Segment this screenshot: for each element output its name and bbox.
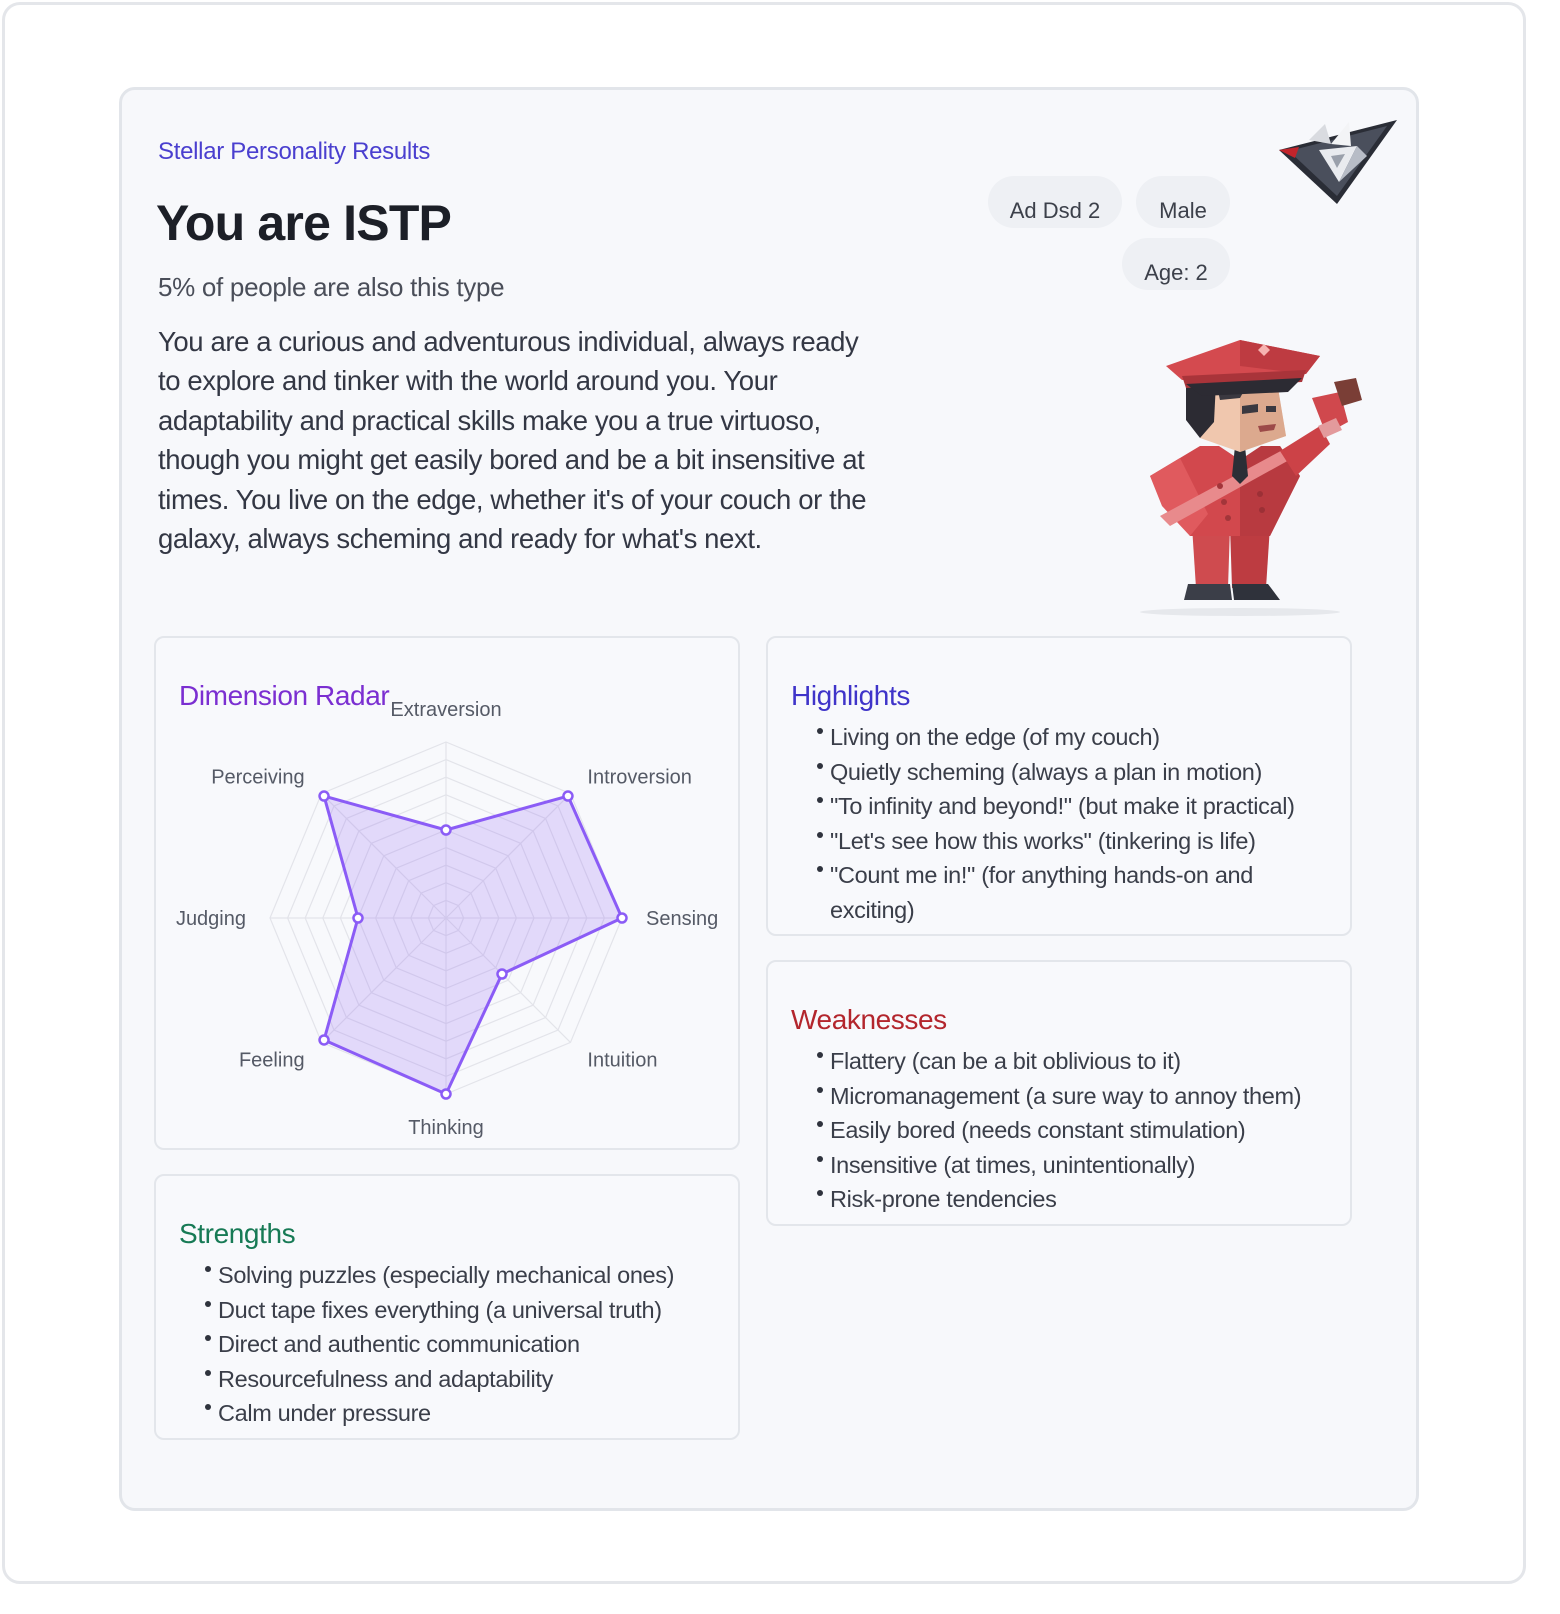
officer-avatar-icon: [1090, 326, 1390, 618]
list-item: Resourcefulness and adaptability: [204, 1362, 734, 1397]
radar-point: [442, 826, 451, 835]
weaknesses-list: [816, 1044, 1346, 1217]
gender-chip-label: Male: [1159, 198, 1207, 223]
radar-point: [618, 914, 627, 923]
page-title: You are ISTP: [156, 195, 452, 251]
type-description: You are a curious and adventurous individual, always ready to explore and tinker with the world around you. Your adaptability and practical skills make you a true virtuoso, though you might get easily bored and be a bit insensitive at times. You live on the edge, whether it's of your couch or the galaxy, always scheming and ready for what's next.: [158, 326, 867, 555]
radar-point: [320, 1035, 329, 1044]
highlights-list: [816, 720, 1336, 928]
radar-point: [354, 914, 363, 923]
list-item: "To infinity and beyond!" (but make it practical): [816, 789, 1336, 824]
list-item: "Count me in!" (for anything hands-on and exciting): [816, 858, 1336, 927]
strengths-title: Strengths: [179, 1218, 296, 1249]
list-item: Calm under pressure: [204, 1396, 734, 1431]
strengths-panel: [154, 1174, 740, 1440]
list-item: Direct and authentic communication: [204, 1327, 734, 1362]
wolf-shield-logo-icon: [1279, 120, 1397, 204]
name-chip: [988, 176, 1122, 228]
type-frequency: 5% of people are also this type: [158, 272, 505, 302]
page-frame: [2, 2, 1526, 1584]
radar-point: [563, 792, 572, 801]
weaknesses-title: Weaknesses: [791, 1004, 947, 1035]
age-chip: [1122, 238, 1230, 290]
radar-point: [442, 1090, 451, 1099]
radar-axis-label: Introversion: [587, 766, 692, 789]
radar-axis-label: Intuition: [587, 1049, 658, 1072]
radar-point: [320, 792, 329, 801]
radar-title: Dimension Radar: [179, 680, 390, 711]
radar-axis-label: Thinking: [408, 1117, 484, 1139]
list-item: "Let's see how this works" (tinkering is life): [816, 824, 1336, 859]
radar-axis-label: Judging: [175, 908, 246, 930]
radar-chart: [156, 638, 742, 1152]
list-item: Flattery (can be a bit oblivious to it): [816, 1044, 1346, 1079]
results-card: [119, 87, 1419, 1511]
gender-chip: [1136, 176, 1230, 228]
radar-panel: [154, 636, 740, 1150]
highlights-title: Highlights: [791, 680, 910, 711]
radar-axis-label: Perceiving: [211, 766, 305, 789]
list-item: Quietly scheming (always a plan in motion): [816, 755, 1336, 790]
list-item: Easily bored (needs constant stimulation): [816, 1113, 1346, 1148]
list-item: Living on the edge (of my couch): [816, 720, 1336, 755]
radar-point: [498, 970, 507, 979]
radar-series-area: [324, 796, 622, 1094]
list-item: Risk-prone tendencies: [816, 1182, 1346, 1217]
weaknesses-panel: [766, 960, 1352, 1226]
list-item: Duct tape fixes everything (a universal truth): [204, 1293, 734, 1328]
age-chip-label: Age: 2: [1144, 260, 1208, 285]
list-item: Micromanagement (a sure way to annoy them): [816, 1079, 1346, 1114]
eyebrow-label: Stellar Personality Results: [158, 138, 431, 165]
radar-axis-label: Extraversion: [390, 699, 502, 721]
radar-axis-label: Sensing: [646, 908, 719, 930]
radar-axis-label: Feeling: [238, 1049, 305, 1072]
name-chip-label: Ad Dsd 2: [1009, 198, 1101, 223]
highlights-panel: [766, 636, 1352, 936]
list-item: Solving puzzles (especially mechanical ones): [204, 1258, 734, 1293]
strengths-list: [204, 1258, 734, 1431]
list-item: Insensitive (at times, unintentionally): [816, 1148, 1346, 1183]
